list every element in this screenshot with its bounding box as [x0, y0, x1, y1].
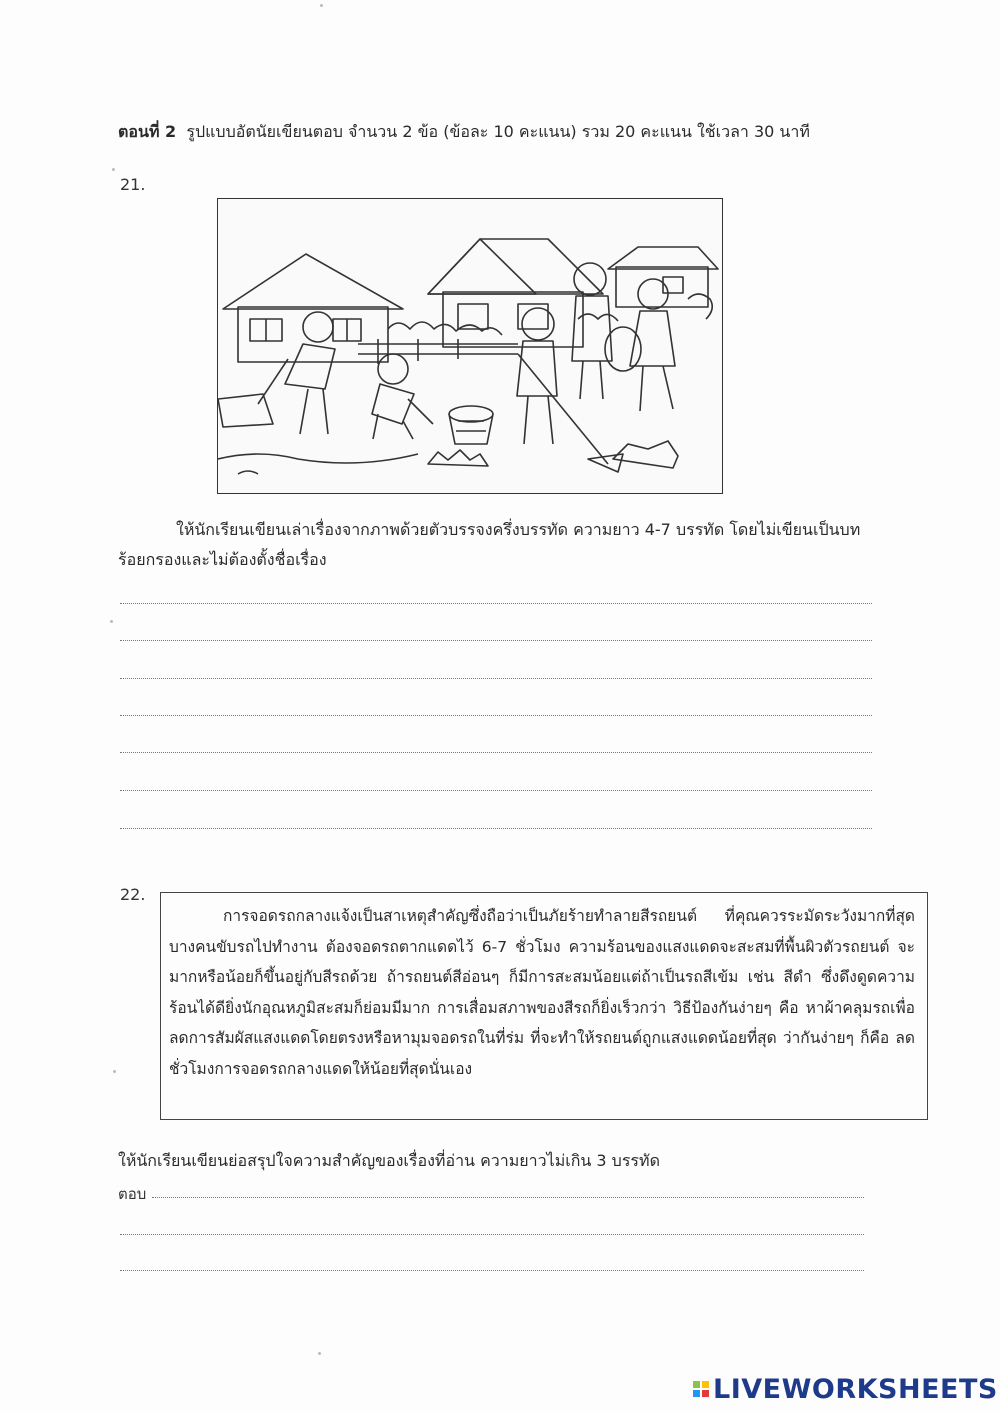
brand-name: LIVEWORKSHEETS [713, 1373, 998, 1405]
q22-answer-label: ตอบ [118, 1185, 147, 1203]
q22-passage-text: การจอดรถกลางแจ้งเป็นสาเหตุสำคัญซึ่งถือว่าเป็นภัยร้ายทำลายสีรถยนต์ ที่คุณควรระมัดระวังมากที่สุด บางคนขับรถไปทำงาน ต้องจอดรถตากแดดไว้ 6-7 ชั่วโมง ความร้อนของแสงแดดจะสะสมที่พื้นผิวตัวรถยนต์ จะมากหรือน้อยก็ขึ้นอยู่กับสีรถด้วย ถ้ารถยนต์สีอ่อนๆ ก็มีการสะสมน้อยแต่ถ้าเป็นรถสีเข้ม เช่น สีดำ ซึ่งดึงดูดความร้อนได้ดียิ่งนักอุณหภูมิสะสมก็ย่อมมีมาก การเสื่อมสภาพของสีรถก็ยิ่งเร็วกว่า วิธีป้องกันง่ายๆ คือ หาผ้าคลุมรถเพื่อลดการสัมผัสแสงแดดโดยตรงหรือหามุมจอดรถในที่ร่ม ที่จะทำให้รถยนต์ถูกแสงแดดน้อยที่สุด ว่ากันง่ายๆ ก็คือ ลดชั่วโมงการจอดรถกลางแดดให้น้อยที่สุดนั่นเอง [169, 907, 915, 1078]
q22-answer-line[interactable] [120, 1270, 864, 1271]
scan-speck [320, 4, 323, 7]
liveworksheets-brand [693, 1372, 998, 1406]
question-22-instruction: ให้นักเรียนเขียนย่อสรุปใจความสำคัญของเรื่องที่อ่าน ความยาวไม่เกิน 3 บรรทัด [118, 1151, 660, 1170]
logo-square [702, 1381, 709, 1388]
q22-answer-line[interactable] [120, 1234, 864, 1235]
q22-answer-line[interactable] [152, 1197, 864, 1198]
q21-answer-line[interactable] [120, 715, 872, 716]
section-header [118, 120, 810, 145]
scan-speck [110, 620, 113, 623]
q22-passage-box [160, 892, 928, 1120]
logo-square [702, 1390, 709, 1397]
q21-answer-line[interactable] [120, 828, 872, 829]
q21-answer-line[interactable] [120, 752, 872, 753]
logo-square [693, 1381, 700, 1388]
liveworksheets-logo-icon [693, 1381, 709, 1397]
part-description: รูปแบบอัตนัยเขียนตอบ จำนวน 2 ข้อ (ข้อละ 10 คะแนน) รวม 20 คะแนน ใช้เวลา 30 นาที [186, 122, 810, 141]
q21-answer-line[interactable] [120, 790, 872, 791]
children-cleaning-illustration [218, 199, 721, 492]
question-21-number: 21. [120, 175, 146, 194]
part-label: ตอนที่ 2 [118, 122, 177, 141]
question-21-instruction: ให้นักเรียนเขียนเล่าเรื่องจากภาพด้วยตัวบรรจงครึ่งบรรทัด ความยาว 4-7 บรรทัด โดยไม่เขียนเป็นบทร้อยกรองและไม่ต้องตั้งชื่อเรื่อง [118, 520, 861, 569]
q21-picture [217, 198, 723, 494]
scan-speck [113, 1070, 116, 1073]
q21-answer-line[interactable] [120, 640, 872, 641]
q21-answer-line[interactable] [120, 678, 872, 679]
q21-answer-line[interactable] [120, 603, 872, 604]
scan-speck [112, 168, 115, 171]
question-22-number: 22. [120, 885, 146, 904]
logo-square [693, 1390, 700, 1397]
scan-speck [318, 1352, 321, 1355]
